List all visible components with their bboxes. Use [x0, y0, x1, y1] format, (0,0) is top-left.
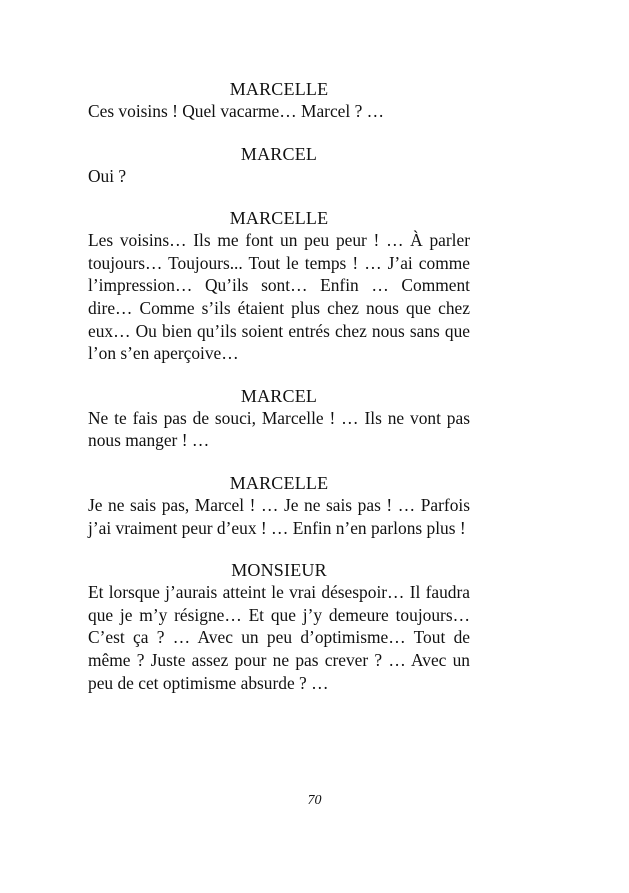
- speech-text: Je ne sais pas, Marcel ! … Je ne sais pas ! … Parfois j’ai vraiment peur d’eux ! … Enfin n’en parlons plus !: [88, 494, 470, 538]
- spacer: [88, 123, 470, 143]
- speech-text: Oui ?: [88, 165, 127, 186]
- spacer: [88, 187, 470, 207]
- spacer: [88, 539, 470, 559]
- speaker-name: MARCEL: [240, 143, 318, 164]
- speech-text: Et lorsque j’aurais atteint le vrai désespoir… Il faudra que je m’y résigne… Et que j’y demeure toujours… C’est ça ? … Avec un peu d’optimisme… Tout de même ? Juste assez pour ne pas crever ? … Avec un peu de cet optimisme absurde ? …: [88, 582, 470, 693]
- spacer: [88, 365, 470, 385]
- speaker-name: MONSIEUR: [231, 560, 327, 581]
- speaker-name: MARCELLE: [229, 472, 329, 493]
- page-number: 70: [307, 793, 322, 808]
- speech-text: Ne te fais pas de souci, Marcelle ! … Ils ne vont pas nous manger ! …: [88, 407, 470, 451]
- dialogue-block: [88, 78, 470, 694]
- spacer: [88, 452, 470, 472]
- speaker-name: MARCELLE: [229, 208, 329, 229]
- speaker-name: MARCELLE: [229, 79, 329, 99]
- speaker-name: MARCEL: [240, 385, 318, 406]
- speech-text: Ces voisins ! Quel vacarme… Marcel ? …: [88, 101, 385, 121]
- speech-text: Les voisins… Ils me font un peu peur ! … À parler toujours… Toujours... Tout le temps ! … J’ai comme l’impression… Qu’ils sont… Enfin … Comment dire… Comme s’ils étaient plus chez nous que chez eux… Ou bien qu’ils soient entrés chez nous sans que l’on s’en aperçoive…: [88, 230, 470, 364]
